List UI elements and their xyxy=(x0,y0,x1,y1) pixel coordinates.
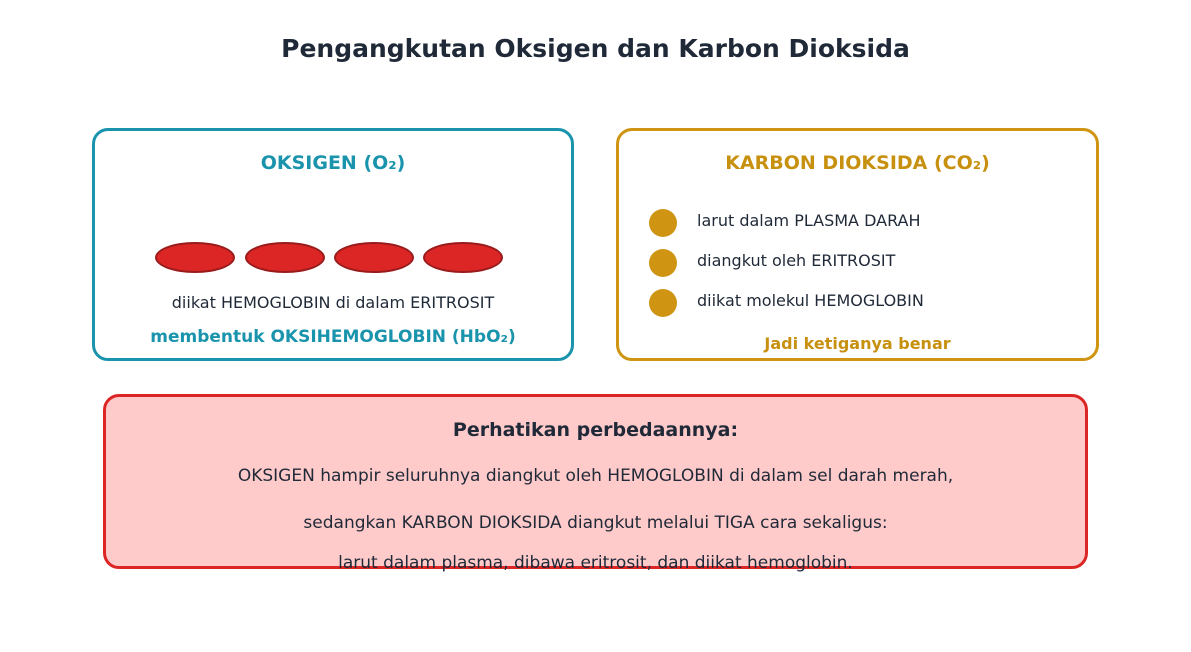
oxygen-description: diikat HEMOGLOBIN di dalam ERITROSIT xyxy=(171,293,495,312)
co2-conclusion: Jadi ketiganya benar xyxy=(764,334,951,353)
red-blood-cell-icon xyxy=(423,242,503,273)
oxygen-result: membentuk OKSIHEMOGLOBIN (HbO₂) xyxy=(150,327,516,347)
co2-panel xyxy=(616,128,1099,361)
co2-item-label: larut dalam PLASMA DARAH xyxy=(697,211,921,230)
oxygen-panel-title: OKSIGEN (O₂) xyxy=(260,152,406,174)
red-blood-cell-icon xyxy=(155,242,235,273)
co2-item-label: diikat molekul HEMOGLOBIN xyxy=(697,291,924,310)
bullet-dot-icon xyxy=(649,249,677,277)
red-blood-cells-row xyxy=(155,242,505,276)
list-item xyxy=(649,209,1069,249)
list-item xyxy=(649,249,1069,289)
note-line: sedangkan KARBON DIOKSIDA diangkut melalui TIGA cara sekaligus: xyxy=(303,513,888,533)
page-title: Pengangkutan Oksigen dan Karbon Dioksida xyxy=(281,34,910,63)
co2-transport-list xyxy=(649,209,1069,329)
red-blood-cell-icon xyxy=(334,242,414,273)
oxygen-panel xyxy=(92,128,574,361)
co2-panel-title: KARBON DIOKSIDA (CO₂) xyxy=(725,152,990,174)
note-title: Perhatikan perbedaannya: xyxy=(452,419,739,441)
red-blood-cell-icon xyxy=(245,242,325,273)
note-line: OKSIGEN hampir seluruhnya diangkut oleh HEMOGLOBIN di dalam sel darah merah, xyxy=(237,466,954,486)
bullet-dot-icon xyxy=(649,289,677,317)
difference-note-box xyxy=(103,394,1088,573)
note-line: larut dalam plasma, dibawa eritrosit, dan diikat hemoglobin. xyxy=(338,553,853,573)
co2-item-label: diangkut oleh ERITROSIT xyxy=(697,251,896,270)
list-item xyxy=(649,289,1069,329)
bullet-dot-icon xyxy=(649,209,677,237)
